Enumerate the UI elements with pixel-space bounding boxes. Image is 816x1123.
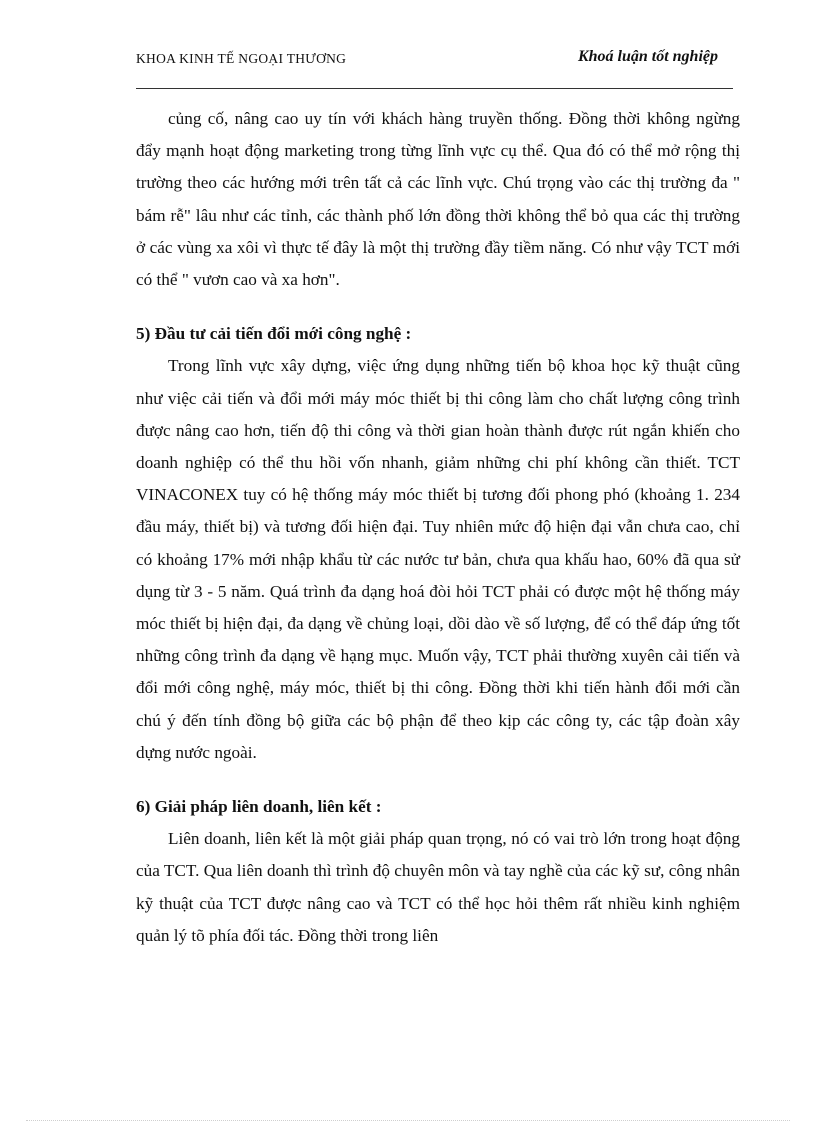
header-document-type: Khoá luận tốt nghiệp (577, 48, 718, 65)
header-divider (136, 88, 733, 89)
paragraph-marketing: củng cố, nâng cao uy tín với khách hàng truyền thống. Đồng thời không ngừng đẩy mạnh hoạt động marketing trong từng lĩnh vực cụ thể. Qua đó có thể mở rộng thị trường theo các hướng mới trên tất cả các lĩnh vực. Chú trọng vào các thị trường đa " bám rễ" lâu như các tỉnh, các thành phố lớn đồng thời không thể bỏ qua các thị trường ở các vùng xa xôi vì thực tế đây là một thị trường đầy tiềm năng. Có như vậy TCT mới có thể " vươn cao và xa hơn". (136, 109, 740, 290)
page-bottom-border (26, 1120, 790, 1121)
paragraph-technology: Trong lĩnh vực xây dựng, việc ứng dụng những tiến bộ khoa học kỹ thuật cũng như việc cải tiến và đổi mới máy móc thiết bị thi công làm cho chất lượng công trình được nâng cao hơn, tiến độ thi công và thời gian hoàn thành được rút ngắn khiến cho doanh nghiệp có thể thu hồi vốn nhanh, giảm những chi phí không cần thiết. TCT VINACONEX tuy có hệ thống máy móc thiết bị tương đối phong phó (khoảng 1. 234 đầu máy, thiết bị) và tương đối hiện đại. Tuy nhiên mức độ hiện đại vẫn chưa cao, chỉ có khoảng 17% mới nhập khẩu từ các nước tư bản, chưa qua khấu hao, 60% đã qua sử dụng từ 3 - 5 năm. Quá trình đa dạng hoá đòi hỏi TCT phải có được một hệ thống máy móc thiết bị hiện đại, đa dạng về chủng loại, dồi dào về số lượng, để có thể đáp ứng tốt những công trình đa dạng về hạng mục. Muốn vậy, TCT phải thường xuyên cải tiến và đổi mới công nghệ, máy móc, thiết bị thi công. Đồng thời khi tiến hành đổi mới cần chú ý đến tính đồng bộ giữa các bộ phận để theo kịp các công ty, các tập đoàn xây dựng nước ngoài. (136, 356, 740, 762)
section-5-heading: 5) Đầu tư cải tiến đổi mới công nghệ : (136, 324, 412, 344)
header-faculty: KHOA KINH TẾ NGOẠI THƯƠNG (136, 51, 347, 66)
spacer (136, 296, 740, 318)
paragraph-joint-venture: Liên doanh, liên kết là một giải pháp quan trọng, nó có vai trò lớn trong hoạt động của TCT. Qua liên doanh thì trình độ chuyên môn và tay nghề của các kỹ sư, công nhân kỹ thuật của TCT được nâng cao và TCT có thể học hỏi thêm rất nhiều kinh nghiệm quản lý tõ phía đối tác. Đồng thời trong liên (136, 829, 740, 945)
spacer (136, 769, 740, 791)
section-6-heading: 6) Giải pháp liên doanh, liên kết : (136, 797, 382, 817)
page-header (136, 47, 718, 75)
document-body (136, 103, 740, 952)
